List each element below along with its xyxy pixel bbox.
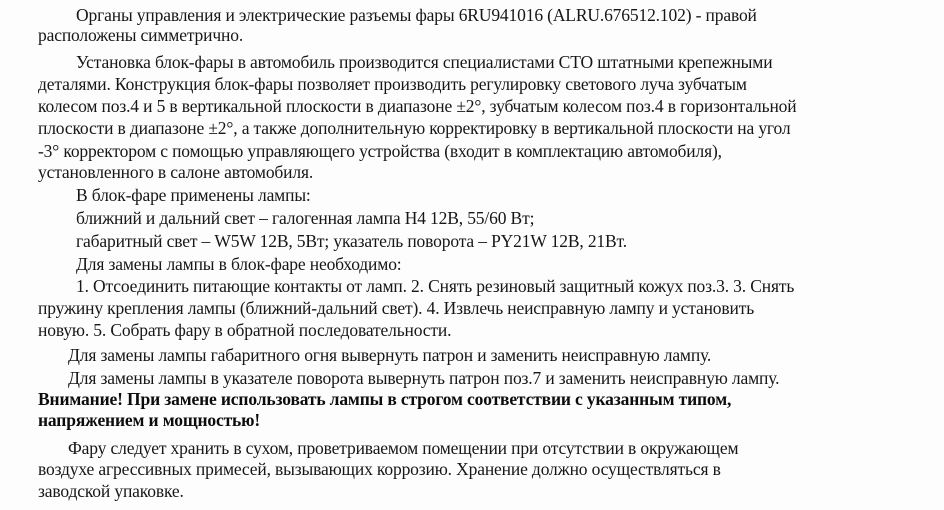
paragraph-turn-signal: Для замены лампы в указателе поворота вывернуть патрон поз.7 и заменить неисправную лампу. [68,368,780,388]
paragraph-lamps-line-2: ближний и дальний свет – галогенная лампа H4 12В, 55/60 Вт; [76,208,535,228]
paragraph-lamps-line-3: габаритный свет – W5W 12В, 5Вт; указатель поворота – PY21W 12В, 21Вт. [76,231,627,251]
paragraph-storage-line-3: заводской упаковке. [38,481,184,501]
paragraph-installation-line-2: деталями. Конструкция блок-фары позволяет производить регулировку светового луча зубчатым [38,74,747,94]
paragraph-installation-line-5: -3° корректором с помощью управляющего устройства (входит в комплектацию автомобиля), [38,141,722,161]
paragraph-replacement-line-2: 1. Отсоединить питающие контакты от ламп. 2. Снять резиновый защитный кожух поз.3. 3. Снять [76,276,795,296]
paragraph-replacement-line-1: Для замены лампы в блок-фаре необходимо: [76,254,402,274]
paragraph-storage-line-1: Фару следует хранить в сухом, проветриваемом помещении при отсутствии в окружающем [68,438,739,458]
warning-line-1: Внимание! При замене использовать лампы в строгом соответствии с указанным типом, [38,389,732,409]
paragraph-installation-line-6: установленного в салоне автомобиля. [38,162,314,182]
paragraph-replacement-line-3: пружину крепления лампы (ближний-дальний свет). 4. Извлечь неисправную лампу и установить [38,298,755,318]
paragraph-installation-line-1: Установка блок-фары в автомобиль производится специалистами СТО штатными крепежными [76,52,773,72]
paragraph-storage-line-2: воздухе агрессивных примесей, вызывающих коррозию. Хранение должно осуществляться в [38,459,721,479]
paragraph-replacement-line-4: новую. 5. Собрать фару в обратной последовательности. [38,320,452,340]
paragraph-side-lamp: Для замены лампы габаритного огня вывернуть патрон и заменить неисправную лампу. [68,345,712,365]
paragraph-lamps-line-1: В блок-фаре применены лампы: [76,185,311,205]
paragraph-installation-line-4: плоскости в диапазоне ±2°, а также дополнительную корректировку в вертикальной плоскости на угол [38,118,791,138]
paragraph-installation-line-3: колесом поз.4 и 5 в вертикальной плоскости в диапазоне ±2°, зубчатым колесом поз.4 в горизонтальной [38,96,797,116]
paragraph-intro-line-2: расположены симметрично. [38,25,244,45]
paragraph-intro-line-1: Органы управления и электрические разъемы фары 6RU941016 (ALRU.676512.102) - правой [76,5,757,25]
warning-line-2: напряжением и мощностью! [38,410,261,430]
